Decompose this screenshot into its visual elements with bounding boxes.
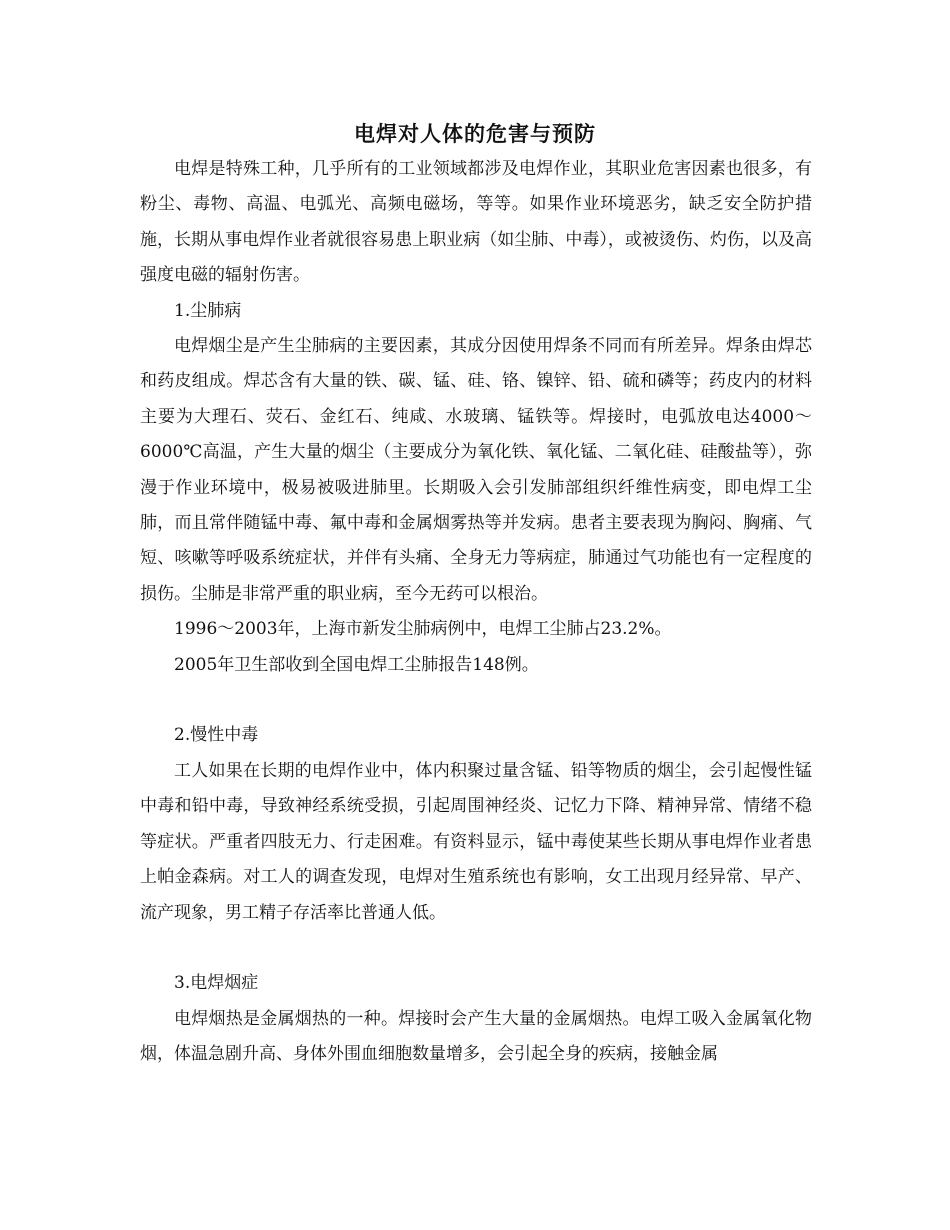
section-heading-pneumoconiosis: 1.尘肺病 [174, 300, 242, 321]
document-title: 电焊对人体的危害与预防 [354, 121, 596, 146]
section-spacer [140, 931, 812, 966]
pneumoconiosis-paragraph: 电焊烟尘是产生尘肺病的主要因素，其成分因使用焊条不同而有所差异。焊条由焊芯和药皮组成。焊芯含有大量的铁、碳、锰、硅、铬、镍锌、铅、硫和磷等；药皮内的材料主要为大理石、荧石、金红石、纯咸、水玻璃、锰铁等。焊接时，电弧放电达4000～6000℃高温，产生大量的烟尘（主要成分为氧化铁、氧化锰、二氧化硅、硅酸盐等），弥漫于作业环境中，极易被吸进肺里。长期吸入会引发肺部组织纤维性病变，即电焊工尘肺，而且常伴随锰中毒、氟中毒和金属烟雾热等并发病。患者主要表现为胸闷、胸痛、气短、咳嗽等呼吸系统症状，并伴有头痛、全身无力等病症，肺通过气功能也有一定程度的损伤。尘肺是非常严重的职业病，至今无药可以根治。 [140, 336, 812, 604]
shanghai-statistic-paragraph: 1996～2003年，上海市新发尘肺病例中，电焊工尘肺占23.2%。 [174, 619, 672, 640]
document-body [140, 152, 812, 1073]
ministry-report-paragraph: 2005年卫生部收到全国电焊工尘肺报告148例。 [174, 654, 539, 675]
intro-paragraph: 电焊是特殊工种，几乎所有的工业领域都涉及电焊作业，其职业危害因素也很多，有粉尘、毒物、高温、电弧光、高频电磁场，等等。如果作业环境恶劣，缺乏安全防护措施，长期从事电焊作业者就很容易患上职业病（如尘肺、中毒），或被烫伤、灼伤，以及高强度电磁的辐射伤害。 [140, 159, 812, 286]
chronic-poisoning-paragraph: 工人如果在长期的电焊作业中，体内积聚过量含锰、铅等物质的烟尘，会引起慢性锰中毒和铅中毒，导致神经系统受损，引起周围神经炎、记忆力下降、精神异常、情绪不稳等症状。严重者四肢无力、行走困难。有资料显示，锰中毒使某些长期从事电焊作业者患上帕金森病。对工人的调查发现，电焊对生殖系统也有影响，女工出现月经异常、早产、流产现象，男工精子存活率比普通人低。 [140, 760, 812, 923]
welding-fume-fever-paragraph: 电焊烟热是金属烟热的一种。焊接时会产生大量的金属烟热。电焊工吸入金属氧化物烟，体温急剧升高、身体外围血细胞数量增多，会引起全身的疾病，接触金属 [140, 1008, 812, 1065]
section-heading-chronic-poisoning: 2.慢性中毒 [174, 725, 259, 746]
section-spacer [140, 683, 812, 718]
section-heading-welding-fume-fever: 3.电焊烟症 [174, 973, 259, 994]
